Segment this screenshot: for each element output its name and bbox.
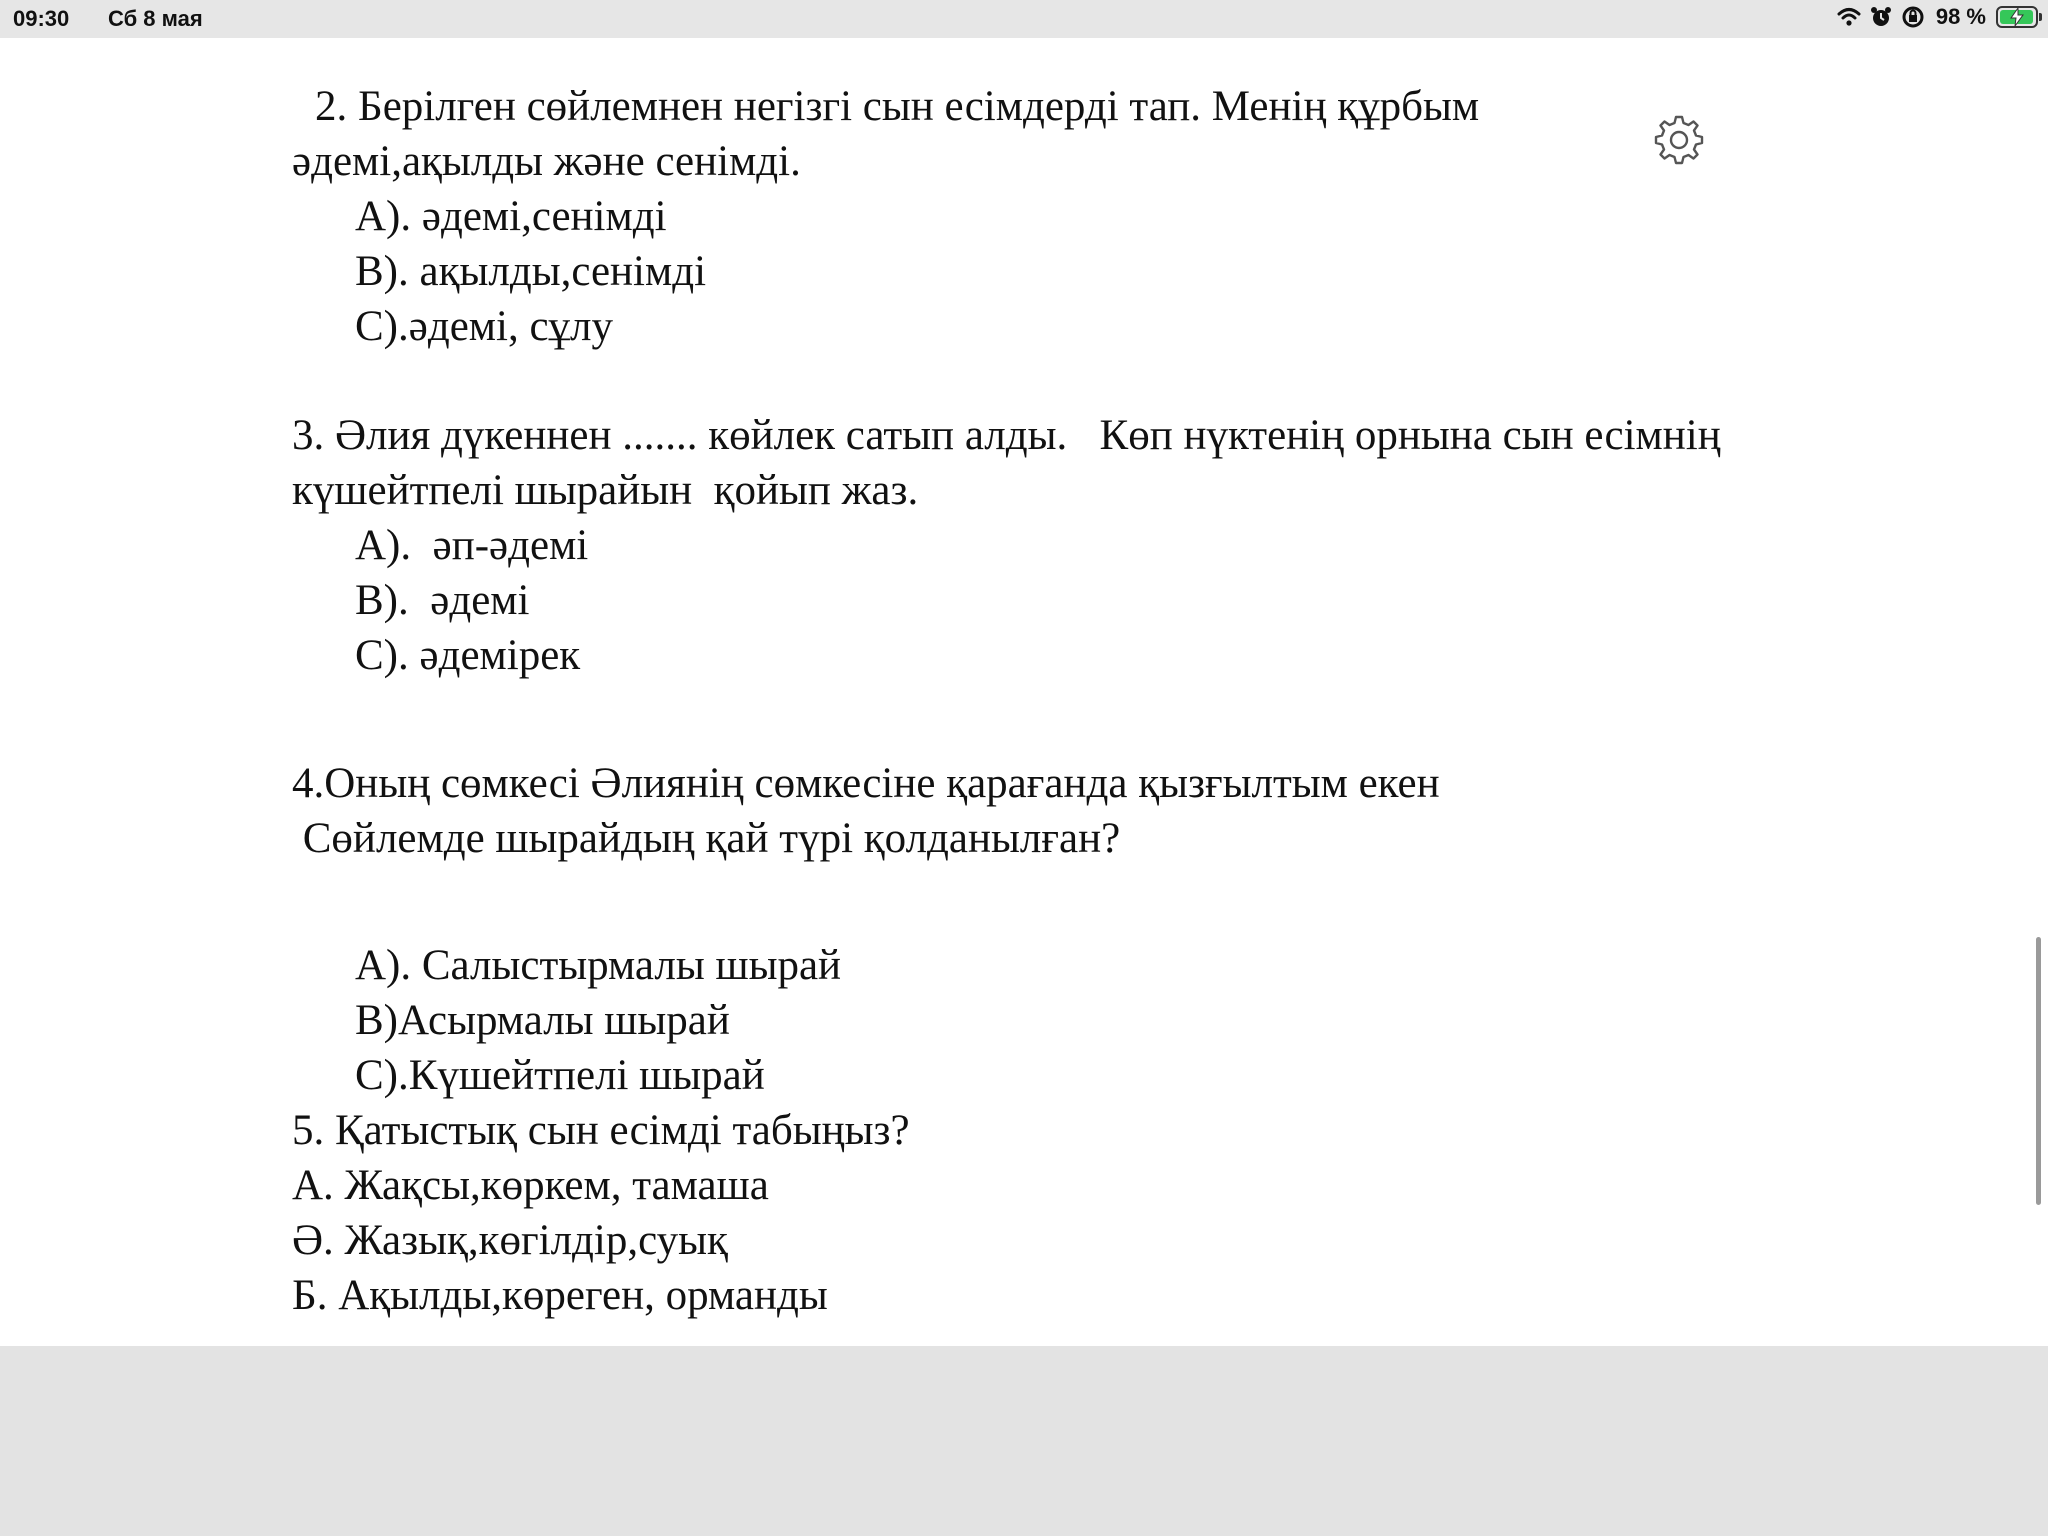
question-4-option-c: C).Күшейтпелі шырай (355, 1052, 765, 1099)
gear-icon[interactable] (1654, 115, 1704, 165)
alarm-icon (1868, 4, 1894, 30)
question-5-option-c: Б. Ақылды,көреген, орманды (292, 1272, 828, 1319)
question-3-option-a: A). әп-әдемі (355, 522, 589, 569)
scrollbar[interactable] (2036, 937, 2041, 1205)
battery-percent: 98 % (1935, 4, 1986, 29)
question-4-text: 4.Оның сөмкесі Әлиянің сөмкесіне қарағанда қызғылтым екен (292, 760, 1440, 807)
orientation-lock-icon (1900, 4, 1926, 30)
status-icons (1836, 4, 2038, 30)
battery-icon (1996, 6, 2038, 28)
question-4-option-b: B)Асырмалы шырай (355, 997, 730, 1044)
question-2-option-b: B). ақылды,сенімді (355, 248, 707, 295)
question-2-text: 2. Берілген сөйлемнен негізгі сын есімдерді тап. Менің құрбым (315, 83, 1480, 130)
question-2-text-continued: әдемі,ақылды және сенімді. (292, 138, 801, 185)
question-2-option-c: C).әдемі, сұлу (355, 303, 613, 350)
question-3-text: 3. Әлия дүкеннен ....... көйлек сатып алды. Көп нүктенің орнына сын есімнің (292, 412, 1721, 459)
status-bar (0, 0, 2048, 38)
status-date: Сб 8 мая (108, 6, 203, 31)
question-5-text: 5. Қатыстық сын есімді табыңыз? (292, 1107, 910, 1154)
status-time: 09:30 (13, 6, 70, 31)
charging-bolt-icon (2007, 7, 2027, 27)
battery-tip (2039, 13, 2042, 21)
document-page[interactable] (0, 38, 2048, 1346)
question-5-option-b: Ә. Жазық,көгілдір,суық (292, 1217, 728, 1264)
question-3-option-b: B). әдемі (355, 577, 530, 624)
question-4-option-a: A). Салыстырмалы шырай (355, 942, 842, 989)
question-5-option-a: А. Жақсы,көркем, тамаша (292, 1162, 769, 1209)
question-3-text-continued: күшейтпелі шырайын қойып жаз. (292, 467, 919, 514)
wifi-icon (1836, 4, 1862, 30)
question-2-option-a: A). әдемі,сенімді (355, 193, 667, 240)
question-3-option-c: C). әдемірек (355, 632, 581, 679)
question-4-text-continued: Сөйлемде шырайдың қай түрі қолданылған? (292, 815, 1121, 862)
